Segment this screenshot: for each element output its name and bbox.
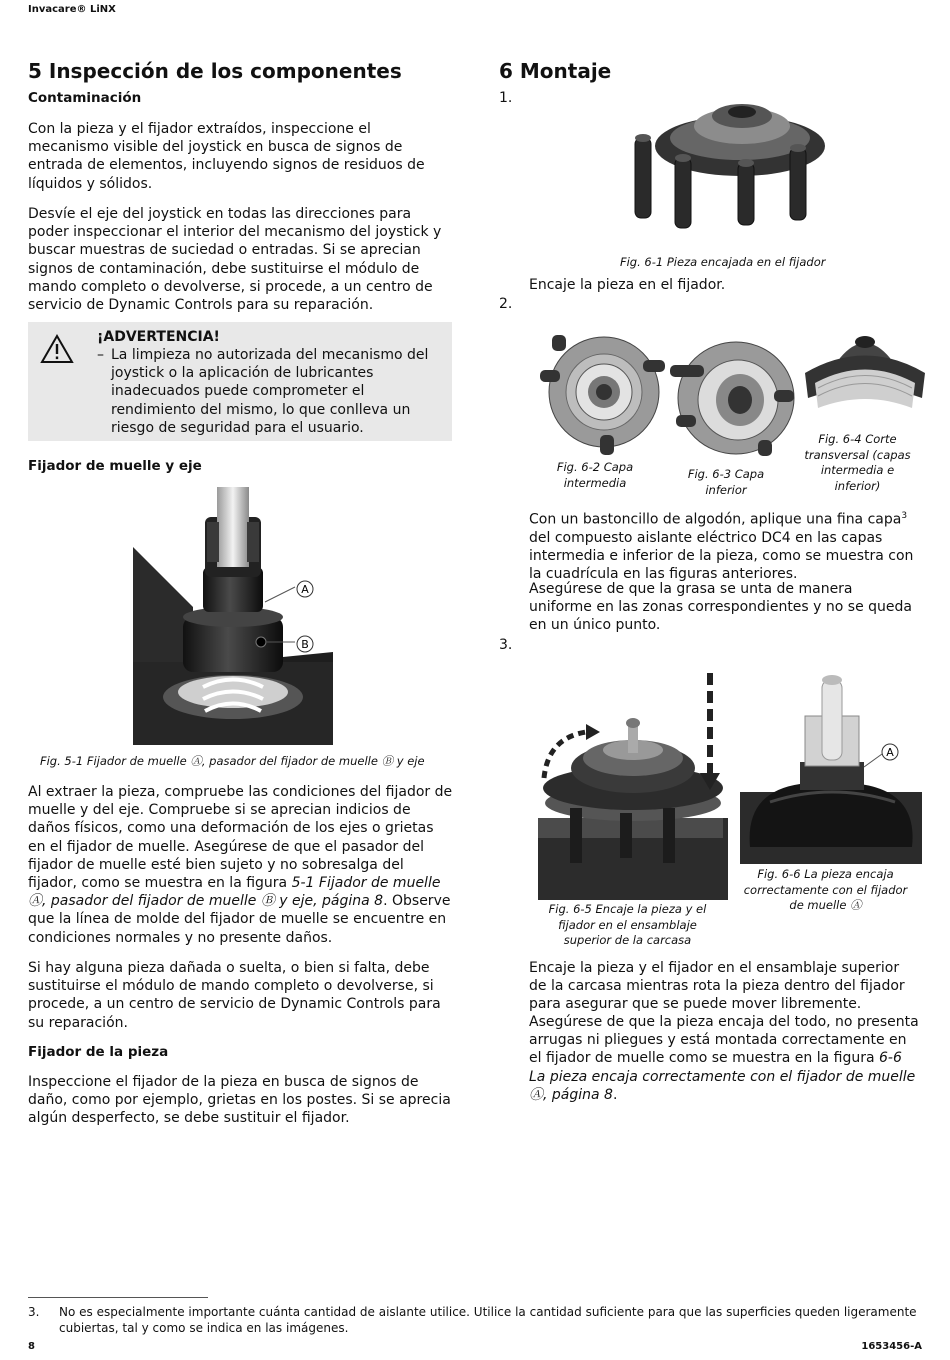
fig66-label-a: A <box>886 746 894 759</box>
running-header: Invacare® LiNX <box>28 4 116 15</box>
spring-paragraph-1: Al extraer la pieza, compruebe las condiciones del fijador de muelle y del eje. Compruebe si se aprecian indicios de daños físicos, como una deformación de los ejes o grietas en el fijador de muelle. Asegúrese de que el pasador del fijador de muelle esté bien sujeto y no sobresalga del fijador, como se muestra en la figura 5-1 Fijador de muelle Ⓐ, pasador del fijador de muelle Ⓑ y eje, página 8. Observe que la línea de molde del fijador de muelle se encuentre en condiciones normales y no presente daños. <box>28 784 453 946</box>
spring-retainer-heading: Fijador de muelle y eje <box>28 458 202 474</box>
footnote-number: 3. <box>28 1305 40 1319</box>
figure-6-1-piece-in-retainer <box>620 98 830 248</box>
step-2-text: Con un bastoncillo de algodón, aplique una fina capa$^3$ del compuesto aislante eléctrico DC4 en las capas intermedia e inferior de la pieza, como se muestra con la cuadrícula en las figuras anteriores. <box>529 511 914 583</box>
warning-dash: – <box>97 347 104 363</box>
section-6-title: 6 Montaje <box>499 59 612 83</box>
document-id: 1653456-A <box>861 1341 922 1352</box>
figure-6-4-cross-section <box>800 328 930 423</box>
step-3-number: 3. <box>499 637 513 653</box>
figure-6-6-caption: Fig. 6-6 La pieza encaja correctamente con el fijador de muelle Ⓐ <box>743 867 908 912</box>
contamination-heading: Contaminación <box>28 90 142 106</box>
figure-6-3-bottom-layer <box>668 330 798 460</box>
warning-title: ¡ADVERTENCIA! <box>97 329 220 345</box>
footnote-text: No es especialmente importante cuánta cantidad de aislante utilice. Utilice la cantidad suficiente para que las superficies queden ligeramente cubiertas, tal y como se indica en las imágenes. <box>59 1305 917 1335</box>
footnote-marker[interactable]: 3 <box>901 511 908 521</box>
spring-paragraph-2: Si hay alguna pieza dañada o suelta, o bien si falta, debe sustituirse el módulo de mando completo o devolverse, si procede, a un centro de servicio de Dynamic Controls para su reparación. <box>28 960 441 1031</box>
warning-box <box>28 322 452 441</box>
figure-6-6-correct-fit <box>740 672 922 864</box>
contamination-paragraph-2: Desvíe el eje del joystick en todas las direcciones para poder inspeccionar el interior del mecanismo del joystick y buscar muestras de suciedad o entradas. Si se aprecian signos de contaminación, debe sustituirse el módulo de mando completo o devolverse, si procede, a un centro de servicio de Dynamic Controls para su reparación. <box>28 206 442 314</box>
step-1-text: Encaje la pieza en el fijador. <box>529 277 726 293</box>
figure-6-3-caption: Fig. 6-3 Capa inferior <box>687 467 765 497</box>
figure-6-2-caption: Fig. 6-2 Capa intermedia <box>556 460 634 490</box>
step-3-text-2: Asegúrese de que la pieza encaja del todo, no presenta arrugas ni pliegues y está montada correctamente en el fijador de muelle como se muestra en la figura 6-6 La pieza encaja correctamente con el fijador de muelle Ⓐ, página 8. <box>529 1014 919 1103</box>
figure-6-5-caption: Fig. 6-5 Encaje la pieza y el fijador en el ensamblaje superior de la carcasa <box>548 902 707 947</box>
step-2-number: 2. <box>499 296 513 312</box>
step-3-text-1: Encaje la pieza y el fijador en el ensamblaje superior de la carcasa mientras rota la pieza dentro del fijador para asegurar que se puede mover libremente. <box>529 960 905 1013</box>
fig51-label-a: A <box>301 583 309 596</box>
figure-6-5-fit-assembly <box>538 668 738 900</box>
figure-5-1-reference[interactable]: 5-1 Fijador de muelle Ⓐ, pasador del fijador de muelle Ⓑ y eje, página 8 <box>28 875 441 910</box>
section-5-title: 5 Inspección de los componentes <box>28 59 402 83</box>
piece-paragraph: Inspeccione el fijador de la pieza en busca de signos de daño, como por ejemplo, grietas en los postes. Si se aprecia algún desperfecto, se debe sustituir el fijador. <box>28 1074 451 1127</box>
page-number: 8 <box>28 1341 35 1352</box>
contamination-paragraph-1: Con la pieza y el fijador extraídos, inspeccione el mecanismo visible del joystick en busca de signos de entrada de elementos, incluyendo signos de residuos de líquidos y sólidos. <box>28 121 425 192</box>
piece-retainer-heading: Fijador de la pieza <box>28 1044 169 1060</box>
warning-triangle-icon <box>40 334 74 364</box>
figure-6-4-caption: Fig. 6-4 Corte transversal (capas intermedia e inferior) <box>804 432 911 493</box>
footnote-rule <box>28 1297 208 1298</box>
figure-6-6-reference[interactable]: 6-6 La pieza encaja correctamente con el fijador de muelle Ⓐ, página 8 <box>529 1050 916 1103</box>
figure-6-1-caption: Fig. 6-1 Pieza encajada en el fijador <box>620 255 826 269</box>
step-2-text-2: Asegúrese de que la grasa se unta de manera uniforme en las zonas correspondientes y no se queda en un único punto. <box>529 581 912 634</box>
figure-5-1-caption: Fig. 5-1 Fijador de muelle Ⓐ, pasador del fijador de muelle Ⓑ y eje <box>40 754 425 768</box>
step-1-number: 1. <box>499 90 513 106</box>
fig51-label-b: B <box>301 638 309 651</box>
figure-5-1-spring-retainer <box>133 487 333 745</box>
warning-text: La limpieza no autorizada del mecanismo del joystick o la aplicación de lubricantes inadecuados puede comprometer el rendimiento del mismo, lo que conlleva un riesgo de seguridad para el usuario. <box>111 347 429 436</box>
figure-6-2-middle-layer <box>538 330 670 458</box>
